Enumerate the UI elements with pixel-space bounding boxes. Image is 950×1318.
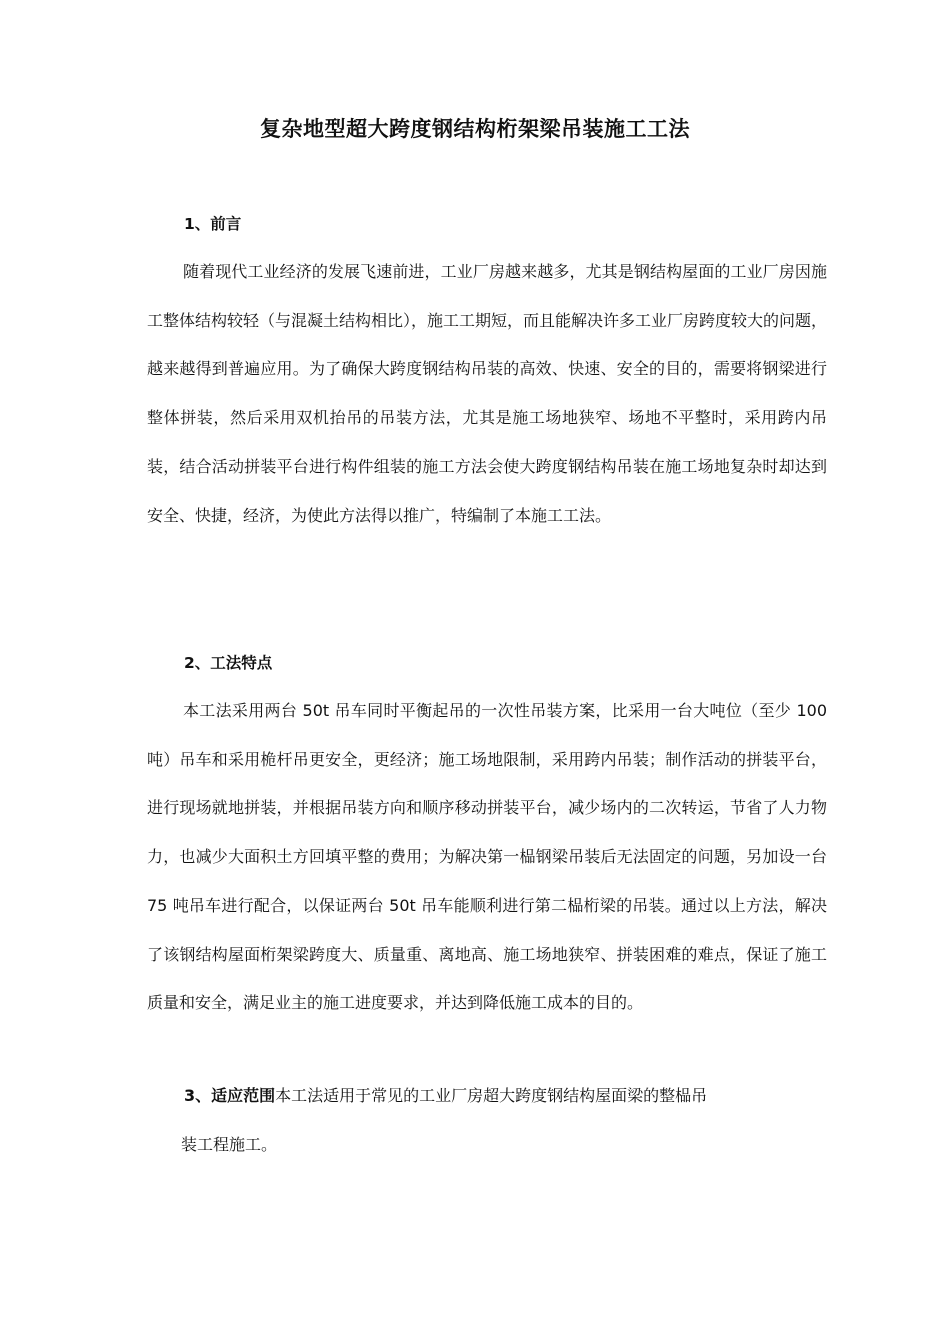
section-applicability bbox=[184, 1083, 707, 1106]
section-heading-features: 2、工法特点 bbox=[184, 654, 273, 672]
section-heading-preface: 1、前言 bbox=[184, 215, 242, 233]
document-title: 复杂地型超大跨度钢结构桁架梁吊装施工工法 bbox=[260, 117, 690, 141]
section-heading-applicability: 3、适应范围 bbox=[184, 1086, 276, 1105]
section-paragraph-applicability-line1: 本工法适用于常见的工业厂房超大跨度钢结构屋面梁的整榀吊 bbox=[275, 1086, 708, 1105]
section-paragraph-preface: 随着现代工业经济的发展飞速前进，工业厂房越来越多，尤其是钢结构屋面的工业厂房因施工整体结构较轻（与混凝土结构相比），施工工期短，而且能解决许多工业厂房跨度较大的问题，越来越得到普遍应用。为了确保大跨度钢结构吊装的高效、快速、安全的目的，需要将钢梁进行整体拼装，然后采用双机抬吊的吊装方法，尤其是施工场地狭窄、场地不平整时，采用跨内吊装，结合活动拼装平台进行构件组装的施工方法会使大跨度钢结构吊装在施工场地复杂时却达到安全、快捷，经济，为使此方法得以推广，特编制了本施工工法。 bbox=[147, 262, 828, 525]
section-paragraph-applicability-line2: 装工程施工。 bbox=[181, 1135, 278, 1154]
section-paragraph-features: 本工法采用两台 50t 吊车同时平衡起吊的一次性吊装方案，比采用一台大吨位（至少 100 吨）吊车和采用桅杆吊更安全，更经济；施工场地限制，采用跨内吊装；制作活动的拼装平台，进行现场就地拼装，并根据吊装方向和顺序移动拼装平台，减少场内的二次转运，节省了人力物力，也减少大面积土方回填平整的费用；为解决第一榀钢梁吊装后无法固定的问题，另加设一台 75 吨吊车进行配合，以保证两台 50t 吊车能顺利进行第二榀桁梁的吊装。通过以上方法，解决了该钢结构屋面桁架梁跨度大、质量重、离地高、施工场地狭窄、拼装困难的难点，保证了施工质量和安全，满足业主的施工进度要求，并达到降低施工成本的目的。 bbox=[147, 701, 827, 1013]
